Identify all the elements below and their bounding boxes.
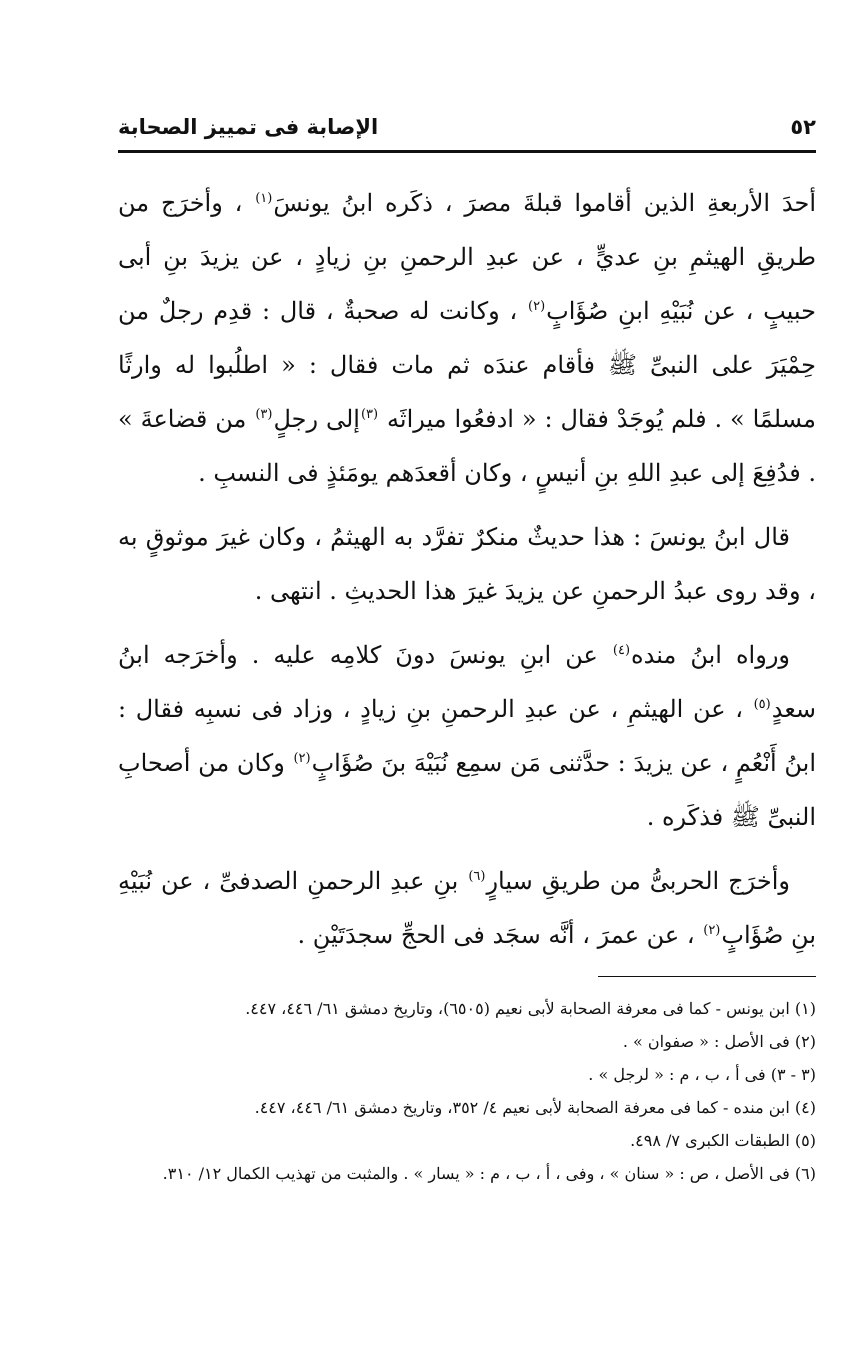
footnote-ref: (٢): [528, 299, 546, 314]
footnote-ref: (٢): [703, 923, 721, 938]
footnote: (٤) ابن منده - كما فى معرفة الصحابة لأبى نعيم ٤/ ٣٥٢، وتاريخ دمشق ٦١/ ٤٤٦، ٤٤٧.: [254, 1098, 816, 1117]
text-run: قال ابنُ يونسَ : هذا حديثٌ منكرٌ تفرَّد به الهيثمُ ، وكان غيرَ موثوقٍ به ، وقد روى عبدُ الرحمنِ عن يزيدَ غيرَ هذا الحديثِ . انتهى .: [118, 523, 816, 605]
footnotes: [110, 992, 816, 1190]
paragraph: [118, 510, 816, 618]
text-run: ، عن الهيثمِ ، عن عبدِ الرحمنِ بنِ زيادٍ ، وزاد فى نسبِه فقال : ابنُ أَنْعُمٍ ، عن يزيدَ : حدَّثنى مَن سمِع نُبَيْهَ بنَ صُؤَابٍ: [118, 695, 816, 777]
footnote-ref: (١): [255, 191, 273, 206]
main-text: [118, 176, 816, 972]
footnote: (١) ابن يونس - كما فى معرفة الصحابة لأبى نعيم (٦٥٠٥)، وتاريخ دمشق ٦١/ ٤٤٦، ٤٤٧.: [245, 999, 816, 1018]
running-header: [118, 110, 816, 144]
footnote-ref: (٤): [612, 643, 631, 658]
text-run: ، عن عمرَ ، أنَّه سجَد فى الحجِّ سجدَتَيْنِ .: [297, 921, 703, 949]
text-run: عن ابنِ يونسَ دونَ كلامِه عليه . وأخرَجه ابنُ سعدٍ: [118, 641, 817, 723]
paragraph: [118, 176, 816, 500]
footnote: (٣ - ٣) فى أ ، ب ، م : « لرجل » .: [588, 1065, 816, 1084]
text-run: ، وكانت له صحبةٌ ، قال : قدِم رجلٌ من حِمْيَرَ على النبىِّ ﷺ فأقام عندَه ثم مات فقال : « اطلُبوا له وارثًا مسلمًا » . فلم يُوجَدْ فقال : « ادفعُوا ميراثَه: [118, 297, 816, 433]
text-run: إلى رجلٍ: [273, 405, 360, 433]
footnote: (٥) الطبقات الكبرى ٧/ ٤٩٨.: [630, 1131, 816, 1150]
text-run: ورواه ابنُ منده: [631, 641, 790, 669]
header-rule: [118, 150, 816, 153]
text-run: ، وأخرَج من طريقِ الهيثمِ بنِ عديٍّ ، عن عبدِ الرحمنِ بنِ زيادٍ ، عن يزيدَ بنِ أبى حبيبٍ ، عن نُبَيْهِ ابنِ صُؤَابٍ: [118, 189, 816, 325]
footnote-ref: (٢): [293, 751, 311, 766]
footnote-ref: (٣): [255, 407, 273, 422]
footnote-ref: (٣): [360, 407, 379, 422]
paragraph: [118, 628, 816, 844]
book-title: الإصابة فى تمييز الصحابة: [118, 115, 379, 139]
footnote-rule: [598, 976, 816, 977]
text-run: بنِ عبدِ الرحمنِ الصدفىِّ ، عن نُبَيْهِ بنِ صُؤَابٍ: [118, 867, 816, 949]
footnote-ref: (٥): [753, 697, 771, 712]
text-run: أحدَ الأربعةِ الذين أقاموا قبلةَ مصرَ ، ذكَره ابنُ يونسَ: [273, 189, 816, 217]
footnote-ref: (٦): [468, 869, 486, 884]
text-run: وكان من أصحابِ النبىِّ ﷺ فذكَره .: [118, 749, 816, 831]
footnote: (٢) فى الأصل : « صفوان » .: [622, 1032, 816, 1051]
text-run: وأخرَج الحربىُّ من طريقِ سيارٍ: [486, 867, 790, 895]
text-run: من قضاعةَ » . فدُفِعَ إلى عبدِ اللهِ بنِ أنيسٍ ، وكان أقعدَهم يومَئذٍ فى النسبِ .: [118, 405, 816, 487]
footnote: (٦) فى الأصل ، ص : « سنان » ، وفى ، أ ، ب ، م : « يسار » . والمثبت من تهذيب الكمال ١٢/ ٣١٠.: [162, 1164, 816, 1183]
page-number: ٥٢: [790, 115, 816, 139]
paragraph: [118, 854, 816, 962]
